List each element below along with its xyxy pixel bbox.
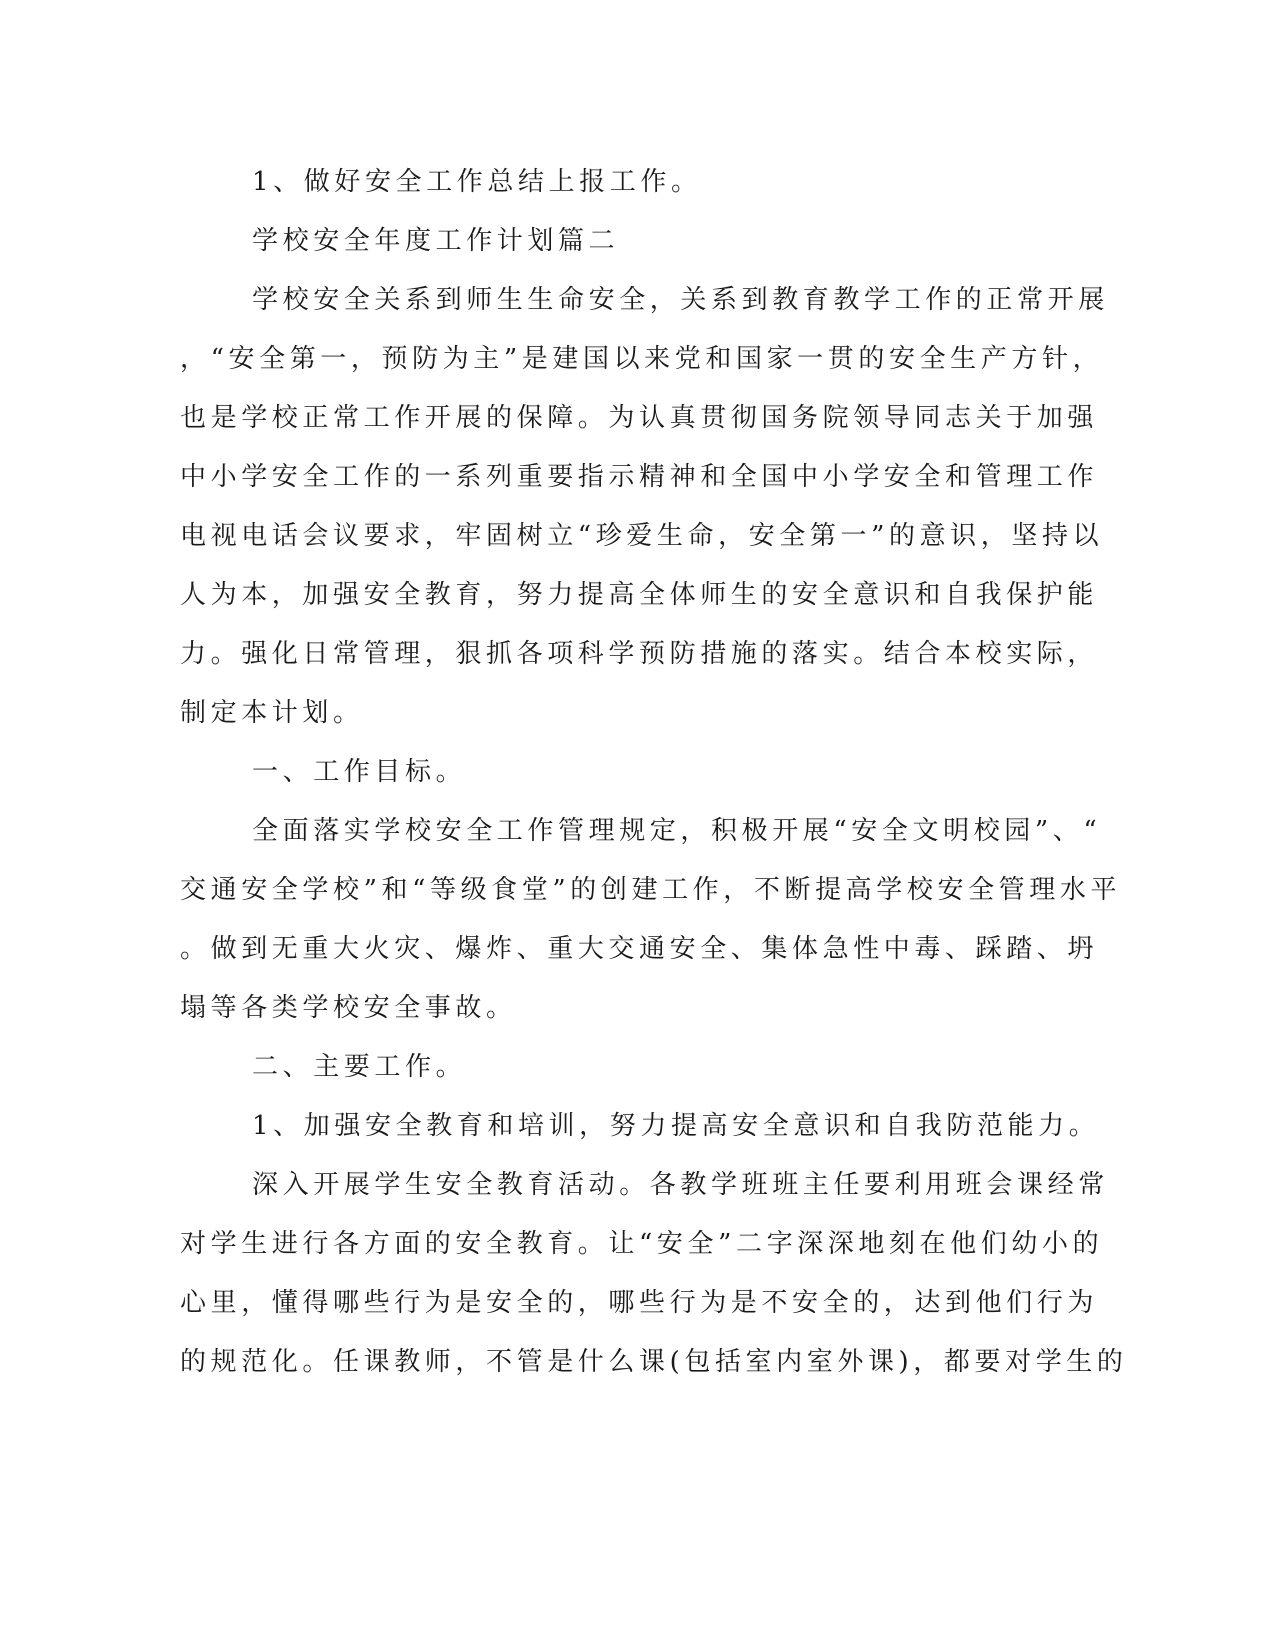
- paragraph-line: 对学生进行各方面的安全教育。让“安全”二字深深地刻在他们幼小的: [180, 1229, 1104, 1259]
- list-item-report: 1、做好安全工作总结上报工作。: [252, 167, 702, 197]
- paragraph-line: 中小学安全工作的一系列重要指示精神和全国中小学安全和管理工作: [180, 462, 1099, 492]
- paragraph-line: 电视电话会议要求，牢固树立“珍爱生命，安全第一”的意识，坚持以: [180, 521, 1104, 551]
- paragraph-line: 塌等各类学校安全事故。: [180, 993, 517, 1023]
- paragraph-line: 学校安全关系到师生生命安全，关系到教育教学工作的正常开展: [252, 285, 1109, 315]
- paragraph-line: 人为本，加强安全教育，努力提高全体师生的安全意识和自我保护能: [180, 580, 1099, 610]
- paragraph-line: 力。强化日常管理，狠抓各项科学预防措施的落实。结合本校实际，: [180, 639, 1099, 669]
- paragraph-line: 交通安全学校”和“等级食堂”的创建工作，不断提高学校安全管理水平: [180, 875, 1122, 905]
- heading-main-work: 二、主要工作。: [252, 1052, 467, 1082]
- paragraph-line: 也是学校正常工作开展的保障。为认真贯彻国务院领导同志关于加强: [180, 403, 1099, 433]
- paragraph-line: 。做到无重大火灾、爆炸、重大交通安全、集体急性中毒、踩踏、坍: [180, 934, 1099, 964]
- paragraph-line: 制定本计划。: [180, 698, 364, 728]
- paragraph-line: 全面落实学校安全工作管理规定，积极开展“安全文明校园”、“: [252, 816, 1102, 846]
- section-title: 学校安全年度工作计划篇二: [252, 226, 620, 256]
- paragraph-line: 的规范化。任课教师，不管是什么课(包括室内室外课)，都要对学生的: [180, 1347, 1128, 1377]
- list-item-education: 1、加强安全教育和培训，努力提高安全意识和自我防范能力。: [252, 1111, 1100, 1141]
- heading-goals: 一、工作目标。: [252, 757, 467, 787]
- paragraph-line: ，“安全第一，预防为主”是建国以来党和国家一贯的安全生产方针，: [180, 344, 1104, 374]
- paragraph-line: 深入开展学生安全教育活动。各教学班班主任要利用班会课经常: [252, 1170, 1109, 1200]
- paragraph-line: 心里，懂得哪些行为是安全的，哪些行为是不安全的，达到他们行为: [180, 1288, 1099, 1318]
